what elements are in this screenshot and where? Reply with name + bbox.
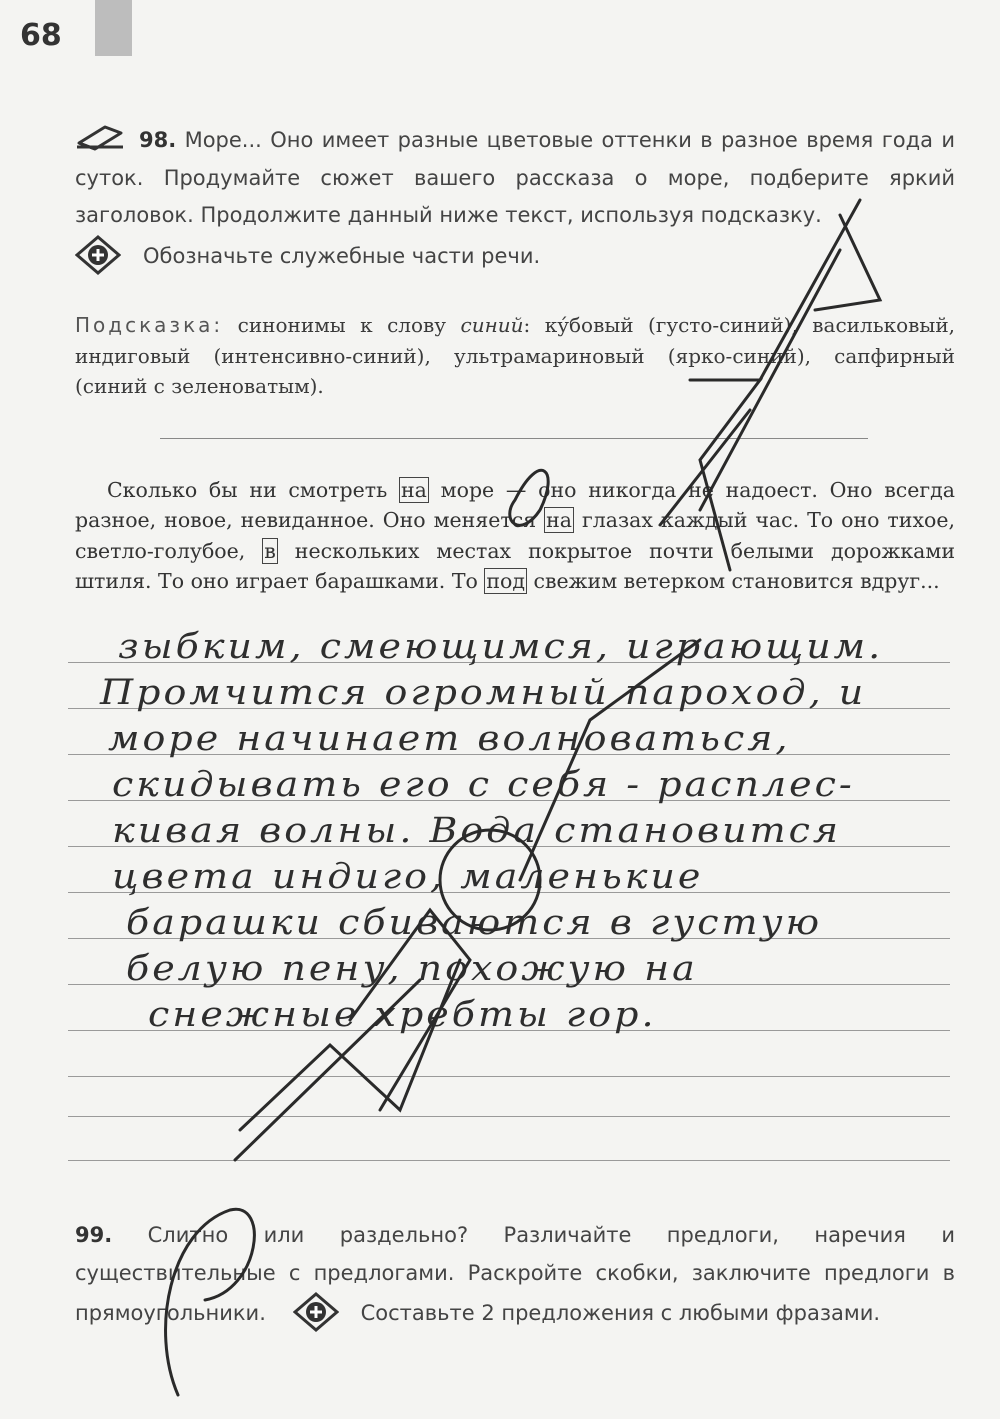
story-part-1: Сколько бы ни смотреть [107,478,400,502]
writing-line [68,984,950,985]
page-corner-tab [95,0,132,56]
preposition-box: на [401,478,427,502]
handwritten-line: море начинает волноваться, [108,718,791,758]
story-part-4: нескольких местах покрытое почти белыми дорожками штиля. То оно играет барашками. То [75,538,955,594]
hint-label: Подсказка: [75,313,224,337]
preposition-box: под [486,569,525,594]
handwritten-line: зыбким, смеющимся, играющим. [118,626,884,666]
preposition-box: на [546,508,573,533]
writing-line [68,892,950,893]
writing-line [68,1076,950,1077]
task-99-extra: Составьте 2 предложения с любыми фразами. [360,1301,881,1325]
task-98-number: 98. [139,128,177,152]
handwritten-line: белую пену, похожую на [126,948,698,988]
task-99-text: Слитно или раздельно? Различайте предлоги, наречия и существительные с предлогами. Раскройте скобки, заключите предлоги в прямоугольники. [75,1223,955,1325]
handwritten-line: кивая волны. Вода становится [112,810,842,850]
page-number: 68 [20,18,62,53]
writing-line [68,1116,950,1117]
writing-line [68,1030,950,1031]
story-part-5: свежим ветерком становится вдруг... [527,569,940,594]
pencil-icon [75,123,127,151]
hint-word: синий [460,313,524,337]
task-98-extra: Обозначьте служебные части речи. [143,243,541,268]
hint-block [75,310,955,402]
plus-diamond-icon [293,1292,339,1332]
task-99-number: 99. [75,1223,113,1247]
plus-diamond-icon [75,235,121,275]
handwritten-line: Промчится огромный пароход, и [100,672,867,712]
hint-intro: синонимы к слову [237,313,447,337]
writing-line [68,708,950,709]
handwritten-line: цвета индиго, маленькие [112,856,704,896]
handwritten-line: снежные хребты гор. [148,994,657,1034]
writing-line [68,1160,950,1161]
hint-rest: : ку́бовый (густо-синий), васильковый, индиговый (интенсивно-синий), ультрамариновый (ярко-синий), сапфирный (синий с зеленоватым). [75,313,956,398]
writing-line [68,662,950,663]
story-text [75,475,955,597]
writing-line [68,754,950,755]
preposition-box: в [264,538,276,563]
story-part-3: глазах каждый час. То оно тихое, светло-голубое, [75,508,955,563]
writing-line [68,938,950,939]
task-99 [75,1217,955,1333]
title-line [160,438,868,439]
handwritten-line: скидывать его с себя - расплес- [112,764,855,804]
writing-line [68,800,950,801]
writing-line [68,846,950,847]
task-98 [75,122,955,275]
story-part-2: море — оно никогда не надоест. Оно всегда разное, новое, невиданное. Оно меняется [75,478,955,533]
handwritten-line: барашки сбиваются в густую [126,902,823,942]
task-98-text: Море... Оно имеет разные цветовые оттенки в разное время года и суток. Продумайте сюжет вашего рассказа о море, подберите яркий заголовок. Продолжите данный ниже текст, используя подсказку. [75,128,955,227]
